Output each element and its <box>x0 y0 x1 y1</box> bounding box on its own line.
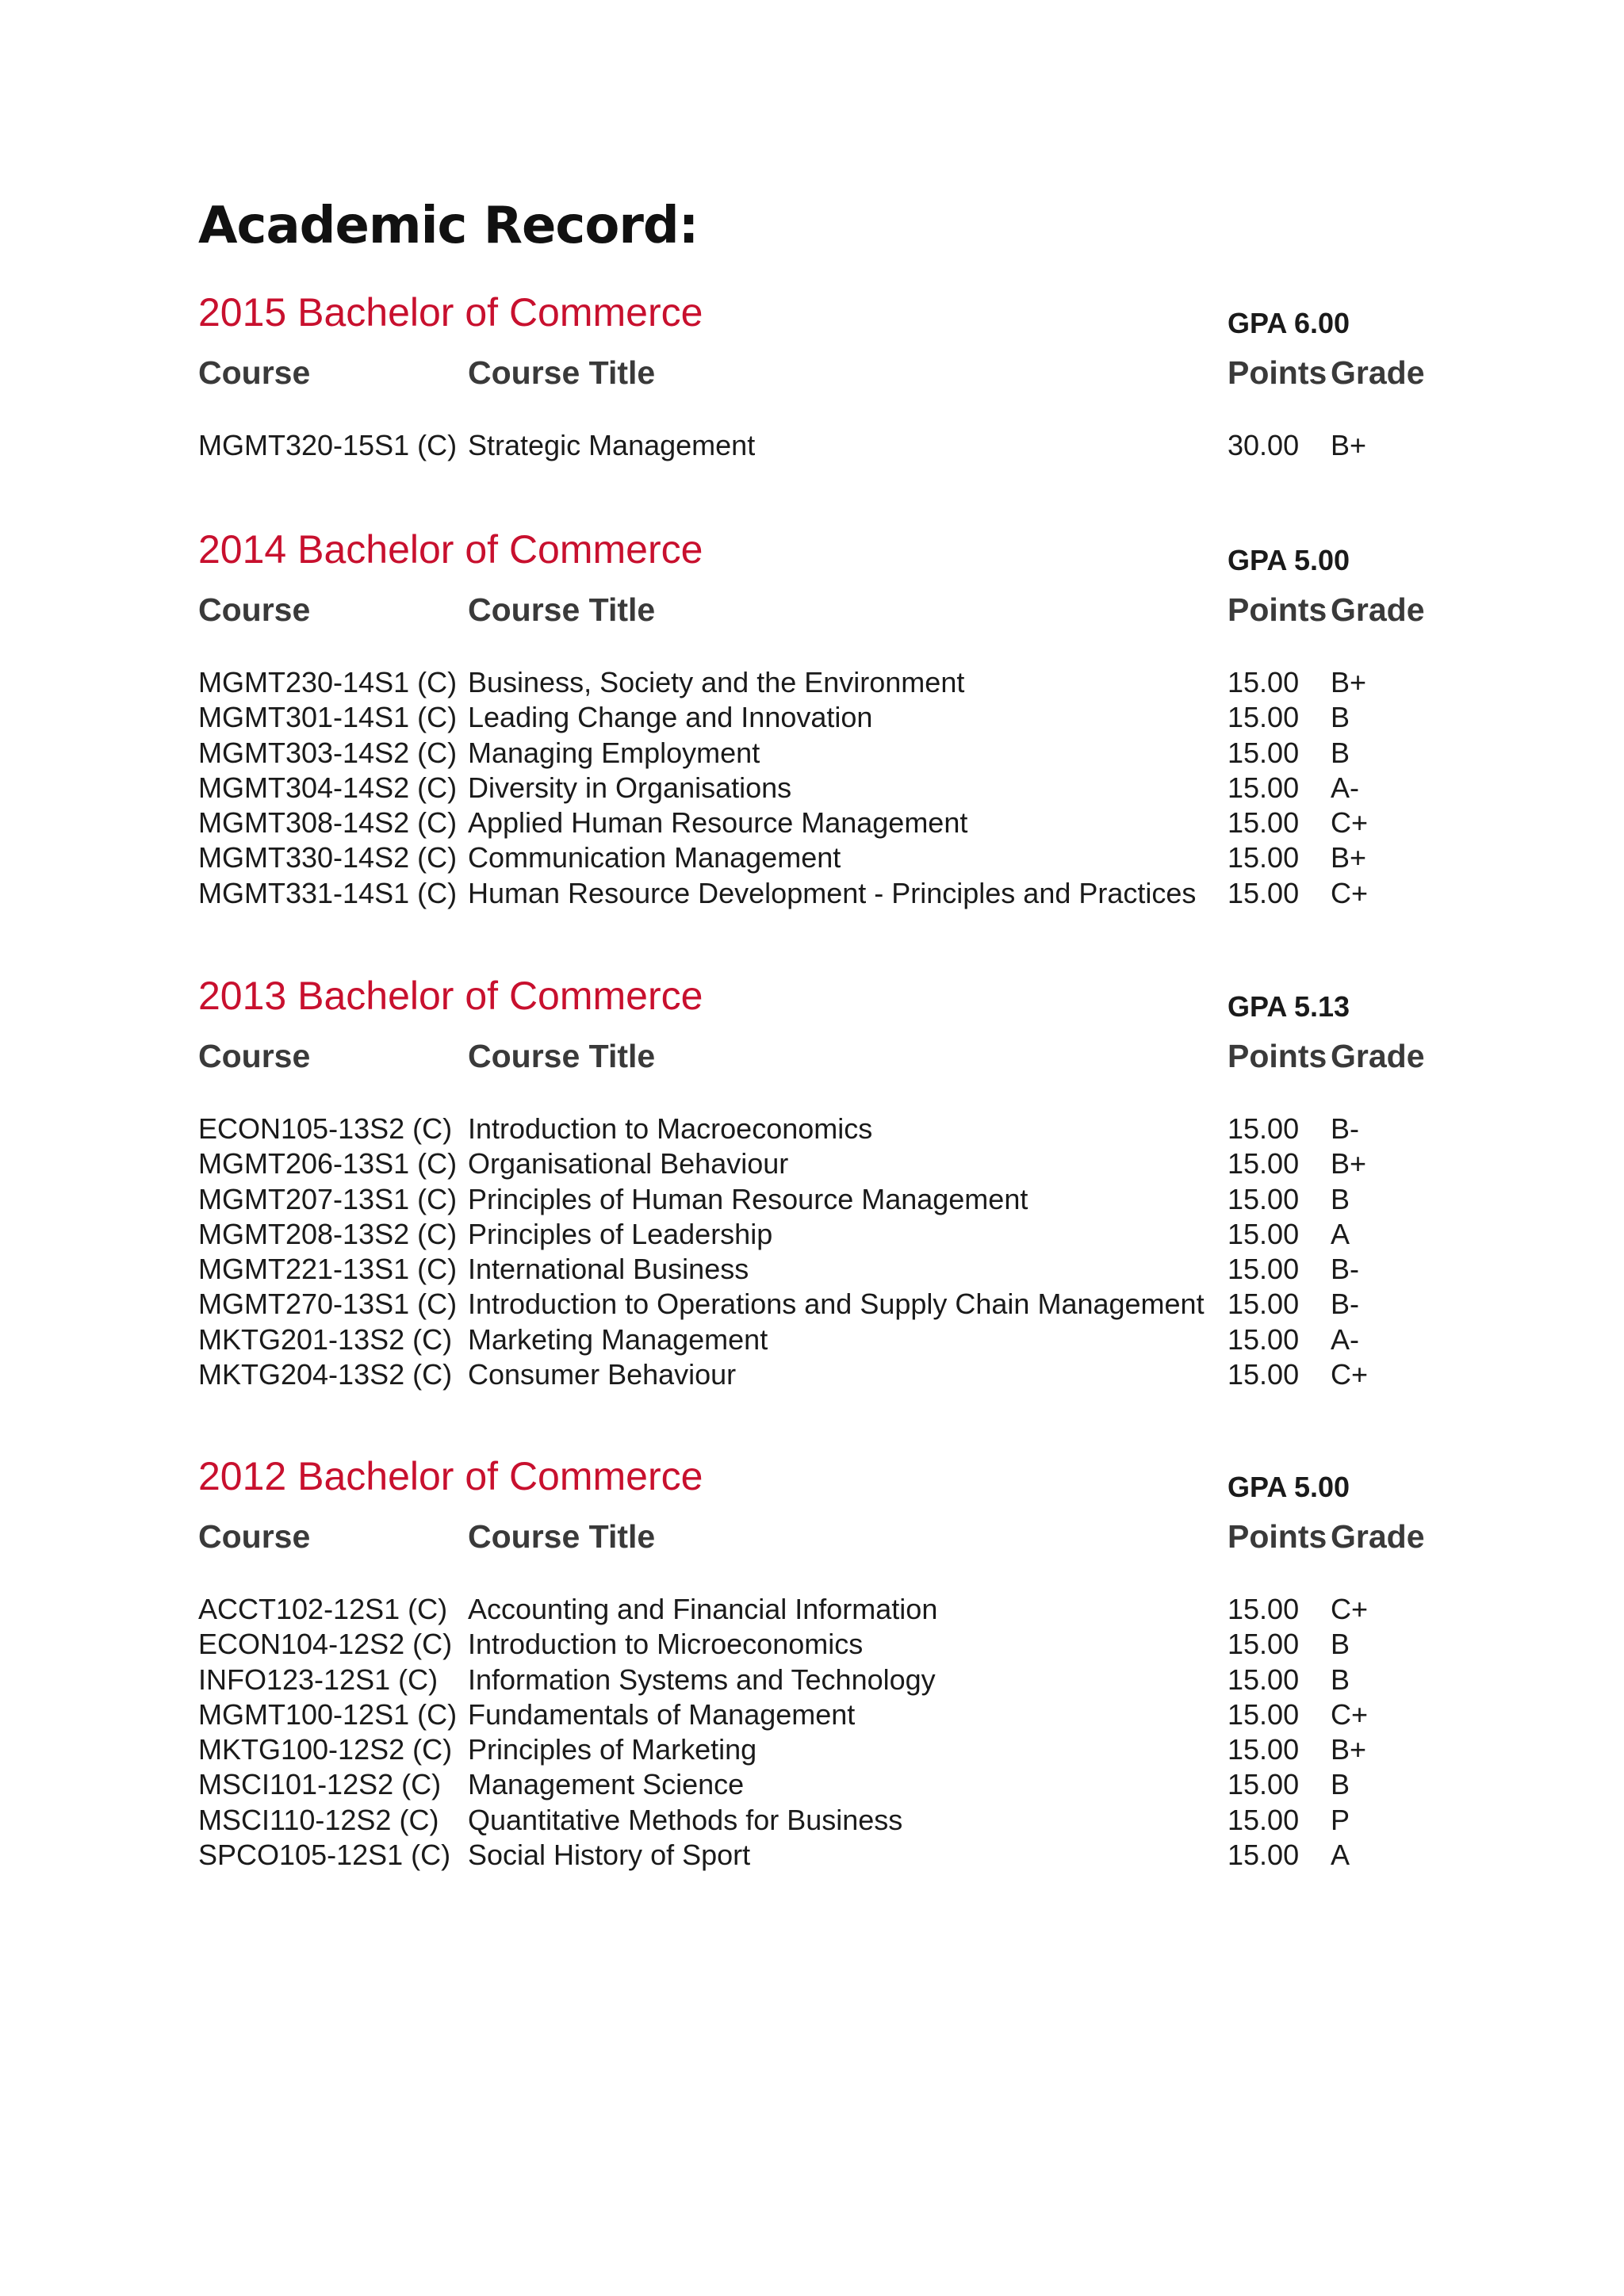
course-title: Introduction to Macroeconomics <box>468 1112 873 1145</box>
course-grade: C+ <box>1331 806 1369 840</box>
table-row <box>0 1112 1624 1147</box>
course-title: Quantitative Methods for Business <box>468 1803 903 1836</box>
course-grade: B- <box>1331 1288 1359 1321</box>
course-title: Managing Employment <box>468 736 760 769</box>
course-code: MKTG204-13S2 (C) <box>198 1358 453 1391</box>
course-code: MGMT308-14S2 (C) <box>198 806 458 840</box>
gpa-value: GPA 5.13 <box>1228 990 1350 1023</box>
header-points: Points <box>1228 1518 1327 1555</box>
course-code: MKTG100-12S2 (C) <box>198 1733 453 1766</box>
course-grade: B <box>1331 1663 1350 1696</box>
course-grade: B+ <box>1331 666 1367 698</box>
course-points: 15.00 <box>1228 666 1300 698</box>
course-title: Diversity in Organisations <box>468 771 792 804</box>
table-row <box>0 771 1624 806</box>
course-title: Marketing Management <box>468 1322 768 1356</box>
header-points: Points <box>1228 354 1327 391</box>
course-title: Principles of Human Resource Management <box>468 1182 1028 1215</box>
course-list <box>0 429 1624 464</box>
course-title: Accounting and Financial Information <box>468 1593 938 1625</box>
course-grade: C+ <box>1331 1697 1369 1731</box>
gpa-value: GPA 5.00 <box>1228 1471 1350 1503</box>
course-title: Strategic Management <box>468 429 756 461</box>
course-grade: P <box>1331 1803 1350 1836</box>
course-points: 15.00 <box>1228 1147 1300 1181</box>
course-points: 15.00 <box>1228 841 1300 874</box>
header-course: Course <box>198 1038 311 1074</box>
table-row <box>0 1768 1624 1803</box>
course-code: MGMT206-13S1 (C) <box>198 1147 458 1181</box>
course-title: Social History of Sport <box>468 1839 751 1872</box>
table-row <box>0 1288 1624 1322</box>
header-course-title: Course Title <box>468 591 656 628</box>
course-points: 15.00 <box>1228 771 1300 804</box>
course-grade: B <box>1331 1768 1350 1801</box>
table-row <box>0 1218 1624 1253</box>
table-row <box>0 1663 1624 1698</box>
course-title: Principles of Leadership <box>468 1217 773 1250</box>
course-grade: B+ <box>1331 841 1367 874</box>
header-course: Course <box>198 591 311 628</box>
header-points: Points <box>1228 1038 1327 1074</box>
course-code: ECON104-12S2 (C) <box>198 1628 453 1661</box>
table-row <box>0 1698 1624 1733</box>
course-code: MGMT330-14S2 (C) <box>198 841 458 874</box>
course-list <box>0 666 1624 912</box>
header-grade: Grade <box>1331 354 1425 391</box>
course-list <box>0 1112 1624 1393</box>
course-grade: B- <box>1331 1112 1359 1145</box>
course-code: ACCT102-12S1 (C) <box>198 1593 448 1625</box>
course-points: 15.00 <box>1228 1358 1300 1391</box>
section-heading: 2013 Bachelor of Commerce <box>198 974 703 1018</box>
course-title: Organisational Behaviour <box>468 1147 789 1181</box>
header-grade: Grade <box>1331 1518 1425 1555</box>
course-code: MGMT207-13S1 (C) <box>198 1182 458 1215</box>
course-title: Management Science <box>468 1768 745 1801</box>
course-title: Human Resource Development - Principles and Practices <box>468 876 1197 909</box>
course-code: MGMT100-12S1 (C) <box>198 1697 458 1731</box>
section-heading: 2012 Bachelor of Commerce <box>198 1454 703 1498</box>
course-title: Consumer Behaviour <box>468 1358 737 1391</box>
table-row <box>0 1323 1624 1358</box>
header-grade: Grade <box>1331 1038 1425 1074</box>
table-row <box>0 1733 1624 1768</box>
course-title: Principles of Marketing <box>468 1733 757 1766</box>
page-title: Academic Record: <box>198 197 699 255</box>
course-points: 15.00 <box>1228 806 1300 840</box>
header-course-title: Course Title <box>468 1038 656 1074</box>
table-row <box>0 1839 1624 1873</box>
table-row <box>0 1253 1624 1288</box>
course-code: MGMT303-14S2 (C) <box>198 736 458 769</box>
header-grade: Grade <box>1331 591 1425 628</box>
course-title: Applied Human Resource Management <box>468 806 968 840</box>
course-points: 15.00 <box>1228 1253 1300 1286</box>
course-grade: B+ <box>1331 429 1367 461</box>
course-grade: B <box>1331 1182 1350 1215</box>
course-points: 15.00 <box>1228 1733 1300 1766</box>
course-code: MGMT270-13S1 (C) <box>198 1288 458 1321</box>
course-grade: B <box>1331 1628 1350 1661</box>
course-points: 15.00 <box>1228 1663 1300 1696</box>
course-points: 15.00 <box>1228 1697 1300 1731</box>
table-row <box>0 1358 1624 1393</box>
header-course-title: Course Title <box>468 1518 656 1555</box>
course-title: International Business <box>468 1253 749 1286</box>
course-code: MSCI101-12S2 (C) <box>198 1768 442 1801</box>
table-row <box>0 841 1624 876</box>
header-course-title: Course Title <box>468 354 656 391</box>
course-grade: C+ <box>1331 1593 1369 1625</box>
course-code: SPCO105-12S1 (C) <box>198 1839 451 1872</box>
course-title: Introduction to Microeconomics <box>468 1628 864 1661</box>
course-points: 15.00 <box>1228 1322 1300 1356</box>
course-points: 15.00 <box>1228 1768 1300 1801</box>
course-title: Business, Society and the Environment <box>468 666 965 698</box>
course-points: 15.00 <box>1228 1217 1300 1250</box>
course-points: 15.00 <box>1228 701 1300 734</box>
course-points: 15.00 <box>1228 1112 1300 1145</box>
course-points: 15.00 <box>1228 1182 1300 1215</box>
table-row <box>0 877 1624 912</box>
course-title: Communication Management <box>468 841 841 874</box>
course-points: 15.00 <box>1228 1839 1300 1872</box>
course-points: 15.00 <box>1228 876 1300 909</box>
course-grade: A- <box>1331 771 1359 804</box>
table-row <box>0 806 1624 841</box>
course-code: MGMT221-13S1 (C) <box>198 1253 458 1286</box>
section-heading: 2014 Bachelor of Commerce <box>198 527 703 572</box>
table-row <box>0 1628 1624 1663</box>
header-course: Course <box>198 1518 311 1555</box>
course-title: Leading Change and Innovation <box>468 701 873 734</box>
table-row <box>0 1183 1624 1218</box>
table-row <box>0 1593 1624 1628</box>
course-points: 30.00 <box>1228 429 1300 461</box>
header-course: Course <box>198 354 311 391</box>
table-row <box>0 1804 1624 1839</box>
course-code: MGMT304-14S2 (C) <box>198 771 458 804</box>
course-grade: B <box>1331 701 1350 734</box>
gpa-value: GPA 6.00 <box>1228 307 1350 339</box>
course-code: INFO123-12S1 (C) <box>198 1663 439 1696</box>
course-code: MGMT208-13S2 (C) <box>198 1217 458 1250</box>
course-code: ECON105-13S2 (C) <box>198 1112 453 1145</box>
course-code: MKTG201-13S2 (C) <box>198 1322 453 1356</box>
course-title: Introduction to Operations and Supply Chain Management <box>468 1288 1205 1321</box>
course-grade: A- <box>1331 1322 1359 1356</box>
course-code: MGMT230-14S1 (C) <box>198 666 458 698</box>
course-grade: B+ <box>1331 1147 1367 1181</box>
course-grade: A <box>1331 1839 1350 1872</box>
course-grade: A <box>1331 1217 1350 1250</box>
course-list <box>0 1593 1624 1873</box>
course-points: 15.00 <box>1228 736 1300 769</box>
course-points: 15.00 <box>1228 1593 1300 1625</box>
course-points: 15.00 <box>1228 1288 1300 1321</box>
course-grade: B- <box>1331 1253 1359 1286</box>
course-title: Information Systems and Technology <box>468 1663 936 1696</box>
course-code: MGMT320-15S1 (C) <box>198 429 458 461</box>
table-row <box>0 1147 1624 1182</box>
course-points: 15.00 <box>1228 1628 1300 1661</box>
course-code: MGMT301-14S1 (C) <box>198 701 458 734</box>
course-grade: C+ <box>1331 876 1369 909</box>
table-row <box>0 701 1624 736</box>
course-grade: B <box>1331 736 1350 769</box>
gpa-value: GPA 5.00 <box>1228 544 1350 576</box>
header-points: Points <box>1228 591 1327 628</box>
table-row <box>0 737 1624 771</box>
course-grade: B+ <box>1331 1733 1367 1766</box>
course-code: MGMT331-14S1 (C) <box>198 876 458 909</box>
course-code: MSCI110-12S2 (C) <box>198 1803 439 1836</box>
section-heading: 2015 Bachelor of Commerce <box>198 290 703 335</box>
course-grade: C+ <box>1331 1358 1369 1391</box>
course-points: 15.00 <box>1228 1803 1300 1836</box>
table-row <box>0 666 1624 701</box>
table-row <box>0 429 1624 464</box>
course-title: Fundamentals of Management <box>468 1697 856 1731</box>
